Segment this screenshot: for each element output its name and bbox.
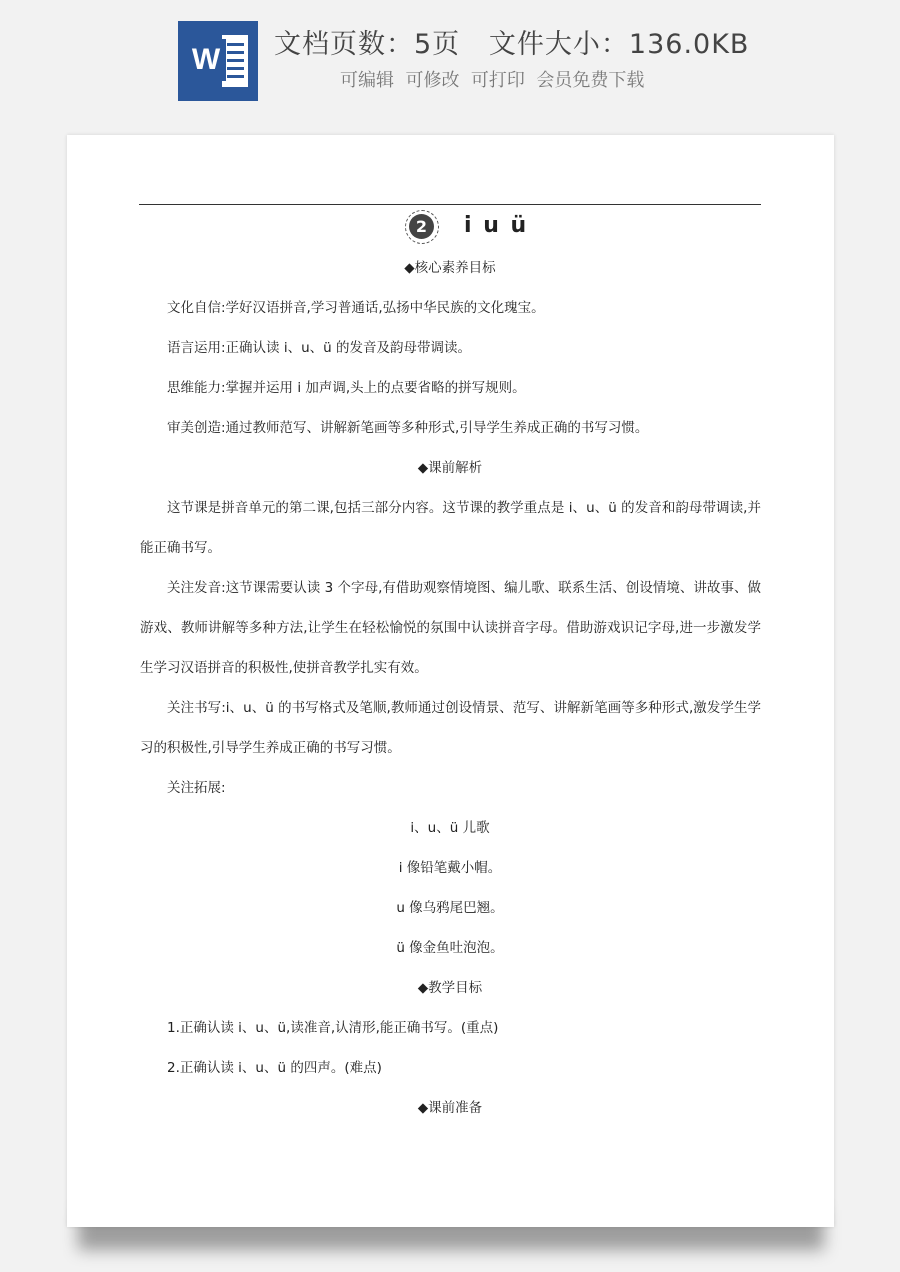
word-logo-icon (178, 21, 258, 101)
core-paragraph-3: 思维能力:掌握并运用 i 加声调,头上的点要省略的拼写规则。 (167, 380, 526, 396)
lesson-number-badge (405, 210, 439, 244)
document-page (67, 135, 834, 1227)
goal-1: 1.正确认读 i、u、ü,读准音,认清形,能正确书写。(重点) (167, 1020, 499, 1036)
analysis-paragraph-1-line-2: 能正确书写。 (140, 540, 221, 556)
rhyme-line-2: u 像乌鸦尾巴翘。 (396, 900, 504, 916)
rhyme-line-1: i 像铅笔戴小帽。 (398, 860, 502, 876)
core-paragraph-4: 审美创造:通过教师范写、讲解新笔画等多种形式,引导学生养成正确的书写习惯。 (167, 420, 649, 436)
banner-subtitle: 可编辑 可修改 可打印 会员免费下载 (340, 70, 645, 91)
section-heading-prep: ◆课前准备 (417, 1100, 483, 1116)
section-heading-core: ◆核心素养目标 (404, 260, 496, 276)
section-heading-goals: ◆教学目标 (417, 980, 483, 996)
section-heading-pre-analysis: ◆课前解析 (417, 460, 483, 476)
analysis-paragraph-3-line-2: 习的积极性,引导学生养成正确的书写习惯。 (140, 740, 401, 756)
analysis-paragraph-2-line-3: 生学习汉语拼音的积极性,使拼音教学扎实有效。 (140, 660, 428, 676)
banner-title: 文档页数：5页 文件大小：136.0KB (274, 29, 750, 60)
header-rule (139, 204, 761, 205)
analysis-paragraph-2-line-2: 游戏、教师讲解等多种方法,让学生在轻松愉悦的氛围中认读拼音字母。借助游戏识记字母,进一步激发学 (140, 620, 761, 636)
core-paragraph-1: 文化自信:学好汉语拼音,学习普通话,弘扬中华民族的文化瑰宝。 (167, 300, 545, 316)
lesson-title: i u ü (464, 213, 529, 238)
core-paragraph-2: 语言运用:正确认读 i、u、ü 的发音及韵母带调读。 (167, 340, 471, 356)
lesson-number: 2 (409, 214, 434, 239)
analysis-paragraph-3-line-1: 关注书写:i、u、ü 的书写格式及笔顺,教师通过创设情景、范写、讲解新笔画等多种形式,激发学生学 (167, 700, 761, 716)
word-logo-letter: W (186, 39, 226, 81)
analysis-paragraph-4: 关注拓展: (167, 780, 226, 796)
analysis-paragraph-1-line-1: 这节课是拼音单元的第二课,包括三部分内容。这节课的教学重点是 i、u、ü 的发音和韵母带调读,并 (167, 500, 761, 516)
rhyme-line-3: ü 像金鱼吐泡泡。 (396, 940, 504, 956)
analysis-paragraph-2-line-1: 关注发音:这节课需要认读 3 个字母,有借助观察情境图、编儿歌、联系生活、创设情境、讲故事、做 (167, 580, 761, 596)
rhyme-title: i、u、ü 儿歌 (410, 820, 490, 836)
goal-2: 2.正确认读 i、u、ü 的四声。(难点) (167, 1060, 382, 1076)
